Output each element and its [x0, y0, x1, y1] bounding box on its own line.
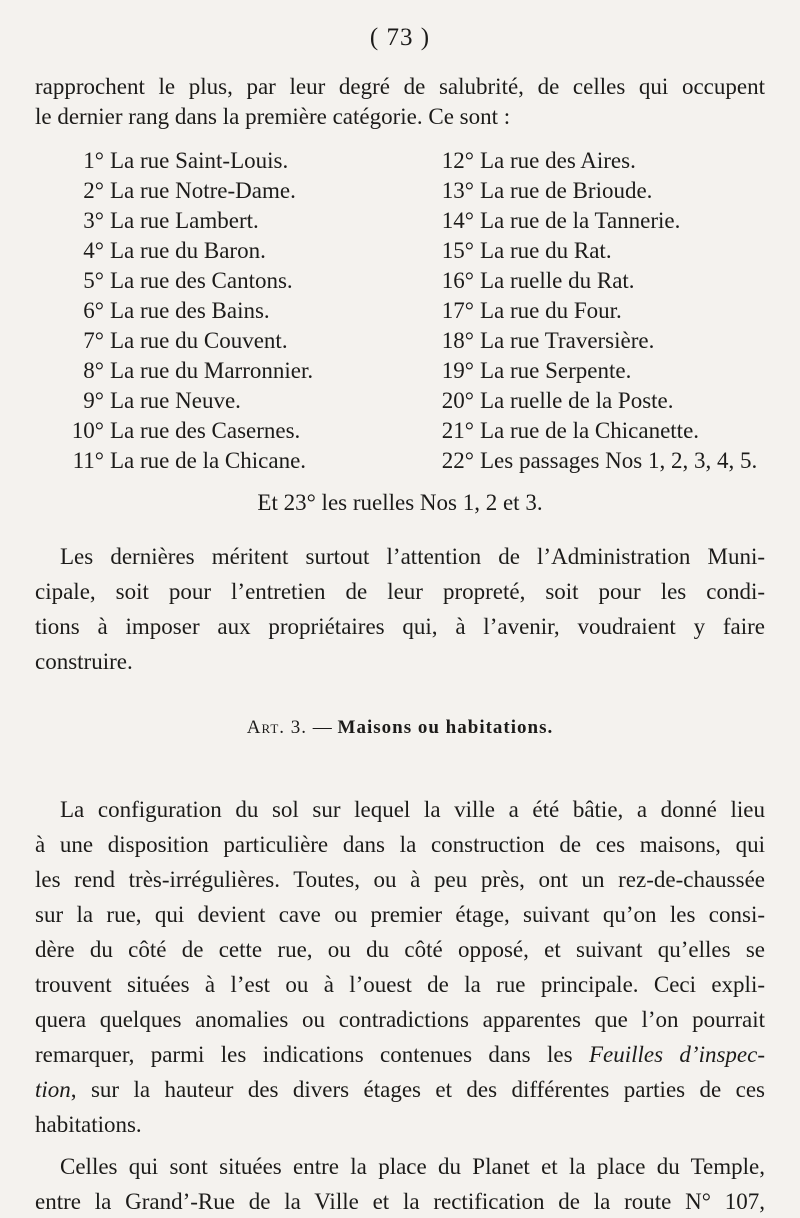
paragraph-line: les rend très-irrégulières. Toutes, ou à peu près, ont un rez-de-chaussée — [35, 867, 765, 892]
street-item: 21° La rue de la Chicanette. — [441, 418, 700, 443]
paragraph-line: construire. — [35, 649, 133, 674]
section-heading — [0, 717, 800, 739]
paragraph-line: entre la Grand’-Rue de la Ville et la rectification de la route N° 107, — [35, 1189, 765, 1214]
street-item: 13° La rue de Brioude. — [441, 178, 653, 203]
italic-title: Feuilles d’inspec- — [588, 1042, 766, 1067]
paragraph-line: cipale, soit pour l’entretien de leur propreté, soit pour les condi- — [35, 579, 765, 604]
street-item: 16° La ruelle du Rat. — [441, 268, 635, 293]
street-item: 5° La rue des Cantons. — [83, 268, 293, 293]
street-item: 4° La rue du Baron. — [83, 238, 266, 263]
italic-title: tion — [35, 1077, 71, 1102]
paragraph-line: dère du côté de cette rue, ou du côté opposé, et suivant qu’elles se — [35, 937, 765, 962]
street-item: 6° La rue des Bains. — [83, 298, 270, 323]
street-item: 12° La rue des Aires. — [441, 148, 636, 173]
page-number: ( 73 ) — [369, 24, 431, 51]
paragraph-line: sur la rue, qui devient cave ou premier étage, suivant qu’on les consi- — [35, 902, 765, 927]
paragraph-line: La configuration du sol sur lequel la ville a été bâtie, a donné lieu — [60, 797, 765, 822]
paragraph-line: habitations. — [35, 1112, 142, 1137]
closing-street-item: Et 23° les ruelles Nos 1, 2 et 3. — [257, 490, 543, 515]
street-item: 15° La rue du Rat. — [441, 238, 612, 263]
street-item: 2° La rue Notre-Dame. — [83, 178, 296, 203]
paragraph-line: à une disposition particulière dans la construction de ces maisons, qui — [35, 832, 765, 857]
paragraph-line: remarquer, parmi les indications contenues dans les Feuilles d’inspec- — [35, 1042, 766, 1067]
street-item: 9° La rue Neuve. — [83, 388, 241, 413]
paragraph-line: tions à imposer aux propriétaires qui, à l’avenir, voudraient y faire — [35, 614, 765, 639]
street-item: 20° La ruelle de la Poste. — [441, 388, 674, 413]
street-item: 14° La rue de la Tannerie. — [441, 208, 681, 233]
paragraph-line: Les dernières méritent surtout l’attention de l’Administration Muni- — [60, 544, 765, 569]
street-item: 3° La rue Lambert. — [83, 208, 259, 233]
street-item: 10° La rue des Casernes. — [71, 418, 301, 443]
street-item: 8° La rue du Marronnier. — [83, 358, 314, 383]
street-item: 22° Les passages Nos 1, 2, 3, 4, 5. — [441, 448, 758, 473]
section-title: Maisons ou habitations. — [337, 717, 554, 738]
paragraph-line: tion, sur la hauteur des divers étages et des différentes parties de ces — [35, 1077, 765, 1102]
street-item: 7° La rue du Couvent. — [83, 328, 288, 353]
article-number: Art. 3. — — [246, 717, 333, 738]
street-item: 18° La rue Traversière. — [441, 328, 655, 353]
paragraph-line: quera quelques anomalies ou contradictions apparentes que l’on pourrait — [35, 1007, 765, 1032]
street-item: 11° La rue de la Chicane. — [72, 448, 307, 473]
paragraph-line: Celles qui sont situées entre la place du Planet et la place du Temple, — [60, 1154, 765, 1179]
street-item: 17° La rue du Four. — [441, 298, 622, 323]
intro-line-1: rapprochent le plus, par leur degré de salubrité, de celles qui occupent — [35, 74, 765, 99]
street-item: 1° La rue Saint-Louis. — [83, 148, 289, 173]
street-item: 19° La rue Serpente. — [441, 358, 632, 383]
intro-line-2: le dernier rang dans la première catégorie. Ce sont : — [35, 104, 511, 129]
paragraph-line: trouvent situées à l’est ou à l’ouest de la rue principale. Ceci expli- — [35, 972, 765, 997]
